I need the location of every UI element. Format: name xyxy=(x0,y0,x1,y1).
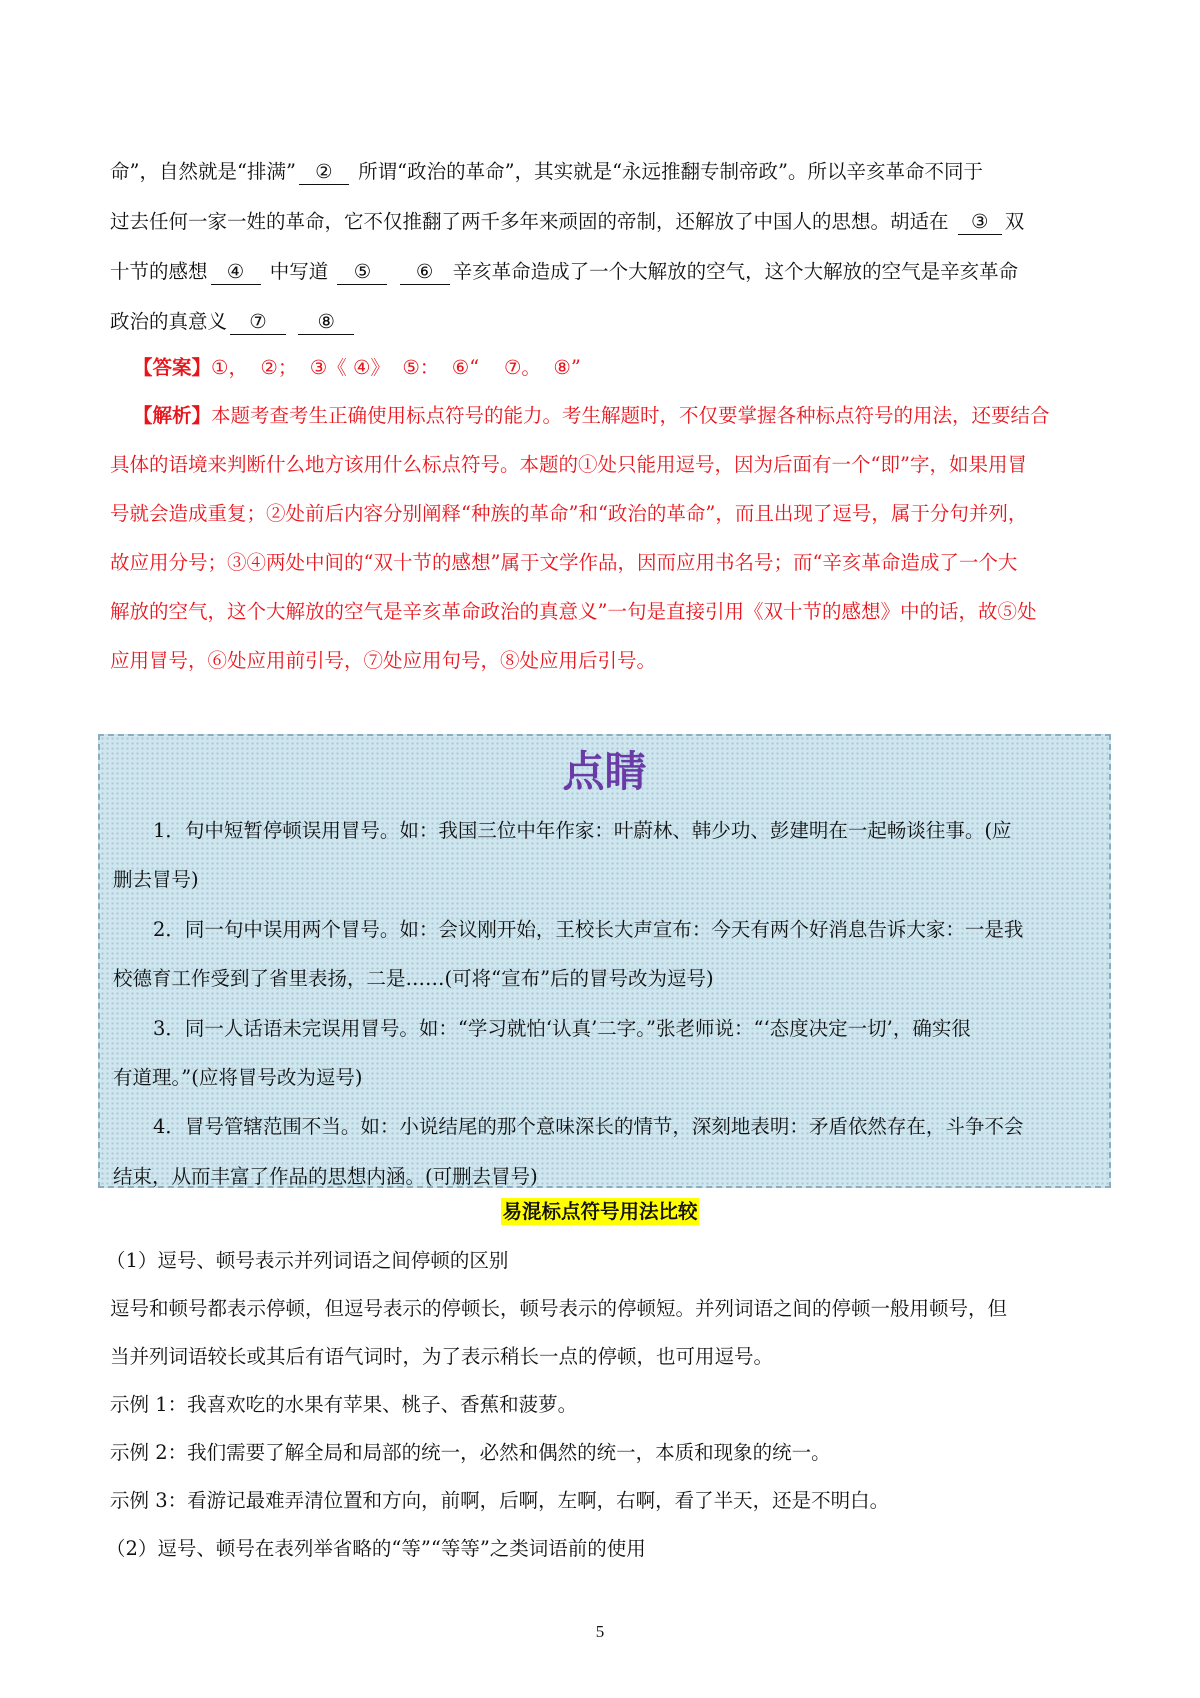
section-line: 逗号和顿号都表示停顿，但逗号表示的停顿长，顿号表示的停顿短。并列词语之间的停顿一般用顿号，但 xyxy=(110,1297,1008,1320)
section-line: 示例 3：看游记最难弄清位置和方向，前啊，后啊，左啊，右啊，看了半天，还是不明白。 xyxy=(110,1489,890,1512)
question-line-2 xyxy=(110,197,1100,247)
section-line: 示例 2：我们需要了解全局和局部的统一，必然和偶然的统一，本质和现象的统一。 xyxy=(110,1441,831,1464)
tip-line: 4．冒号管辖范围不当。如：小说结尾的那个意味深长的情节，深刻地表明：矛盾依然存在，斗争不会 xyxy=(153,1115,1024,1139)
tip-line: 3．同一人话语未完误用冒号。如：“学习就怕‘认真’二字。”张老师说：“‘态度决定一切’，确实很 xyxy=(153,1016,971,1040)
blank-2: ② xyxy=(299,160,349,185)
tip-line: 校德育工作受到了省里表扬，二是……(可将“宣布”后的冒号改为逗号) xyxy=(113,967,714,991)
blank-5: ⑤ xyxy=(337,260,387,285)
analysis-line: 应用冒号，⑥处应用前引号，⑦处应用句号，⑧处应用后引号。 xyxy=(110,649,657,672)
tip-line: 结束，从而丰富了作品的思想内涵。(可删去冒号) xyxy=(113,1164,538,1188)
answer-line xyxy=(133,343,1093,392)
question-text: 中写道 xyxy=(269,260,329,283)
question-text: 命”，自然就是“排满” xyxy=(110,160,296,183)
section-body xyxy=(106,1237,1100,1573)
section-title xyxy=(0,1194,1200,1230)
question-text: 政治的真意义 xyxy=(110,310,228,333)
question-text: 过去任何一家一姓的革命，它不仅推翻了两千多年来顽固的帝制，还解放了中国人的思想。胡适在 xyxy=(110,210,949,233)
blank-7: ⑦ xyxy=(230,310,286,335)
tip-body xyxy=(113,806,1098,1201)
analysis-line xyxy=(110,391,1100,440)
section-line: 当并列词语较长或其后有语气词时，为了表示稍长一点的停顿，也可用逗号。 xyxy=(110,1345,774,1368)
question-paragraph xyxy=(110,147,1100,347)
question-text: 所谓“政治的革命”，其实就是“永远推翻专制帝政”。所以辛亥革命不同于 xyxy=(358,160,984,183)
tip-line: 有道理。”(应将冒号改为逗号) xyxy=(113,1065,363,1089)
page-number: 5 xyxy=(595,1622,605,1641)
analysis-line: 具体的语境来判断什么地方该用什么标点符号。本题的①处只能用逗号，因为后面有一个“即”字，如果用冒 xyxy=(110,453,1027,476)
tip-line: 2．同一句中误用两个冒号。如：会议刚开始，王校长大声宣布：今天有两个好消息告诉大家：一是我 xyxy=(153,917,1024,941)
question-text: 双 xyxy=(1004,210,1025,233)
analysis-text: 本题考查考生正确使用标点符号的能力。考生解题时，不仅要掌握各种标点符号的用法，还要结合 xyxy=(211,404,1050,427)
tip-title: 点睛 xyxy=(562,747,647,796)
question-line-3 xyxy=(110,247,1100,297)
question-text: 十节的感想 xyxy=(110,260,208,283)
analysis-line: 故应用分号；③④两处中间的“双十节的感想”属于文学作品，因而应用书名号；而“辛亥革命造成了一个大 xyxy=(110,551,1018,574)
analysis-line: 解放的空气，这个大解放的空气是辛亥革命政治的真意义”一句是直接引用《双十节的感想》中的话，故⑤处 xyxy=(110,600,1037,623)
blank-3: ③ xyxy=(958,210,1002,235)
question-line-1 xyxy=(110,147,1100,197)
analysis-line: 号就会造成重复；②处前后内容分别阐释“种族的革命”和“政治的革命”，而且出现了逗号，属于分句并列， xyxy=(110,502,1028,525)
blank-6: ⑥ xyxy=(400,260,450,285)
answer-label: 【答案】 xyxy=(133,356,212,379)
section-line: （1）逗号、顿号表示并列词语之间停顿的区别 xyxy=(106,1249,509,1272)
tip-line: 删去冒号) xyxy=(113,868,199,892)
tip-line: 1．句中短暂停顿误用冒号。如：我国三位中年作家：叶蔚林、韩少功、彭建明在一起畅谈往事。(应 xyxy=(153,819,1012,842)
section-line: 示例 1：我喜欢吃的水果有苹果、桃子、香蕉和菠萝。 xyxy=(110,1393,578,1416)
analysis-block xyxy=(110,391,1100,685)
blank-4: ④ xyxy=(211,260,261,285)
tip-box xyxy=(98,734,1111,1188)
section-title-text: 易混标点符号用法比较 xyxy=(502,1200,698,1223)
answer-block xyxy=(133,343,1093,392)
question-line-4 xyxy=(110,297,1100,347)
analysis-label: 【解析】 xyxy=(133,404,212,427)
blank-8: ⑧ xyxy=(298,310,354,335)
question-text: 辛亥革命造成了一个大解放的空气，这个大解放的空气是辛亥革命 xyxy=(452,260,1019,283)
answer-text: ①， ②； ③《 ④》 ⑤： ⑥“ ⑦。 ⑧” xyxy=(211,356,581,379)
section-line: （2）逗号、顿号在表列举省略的“等”“等等”之类词语前的使用 xyxy=(106,1537,646,1560)
